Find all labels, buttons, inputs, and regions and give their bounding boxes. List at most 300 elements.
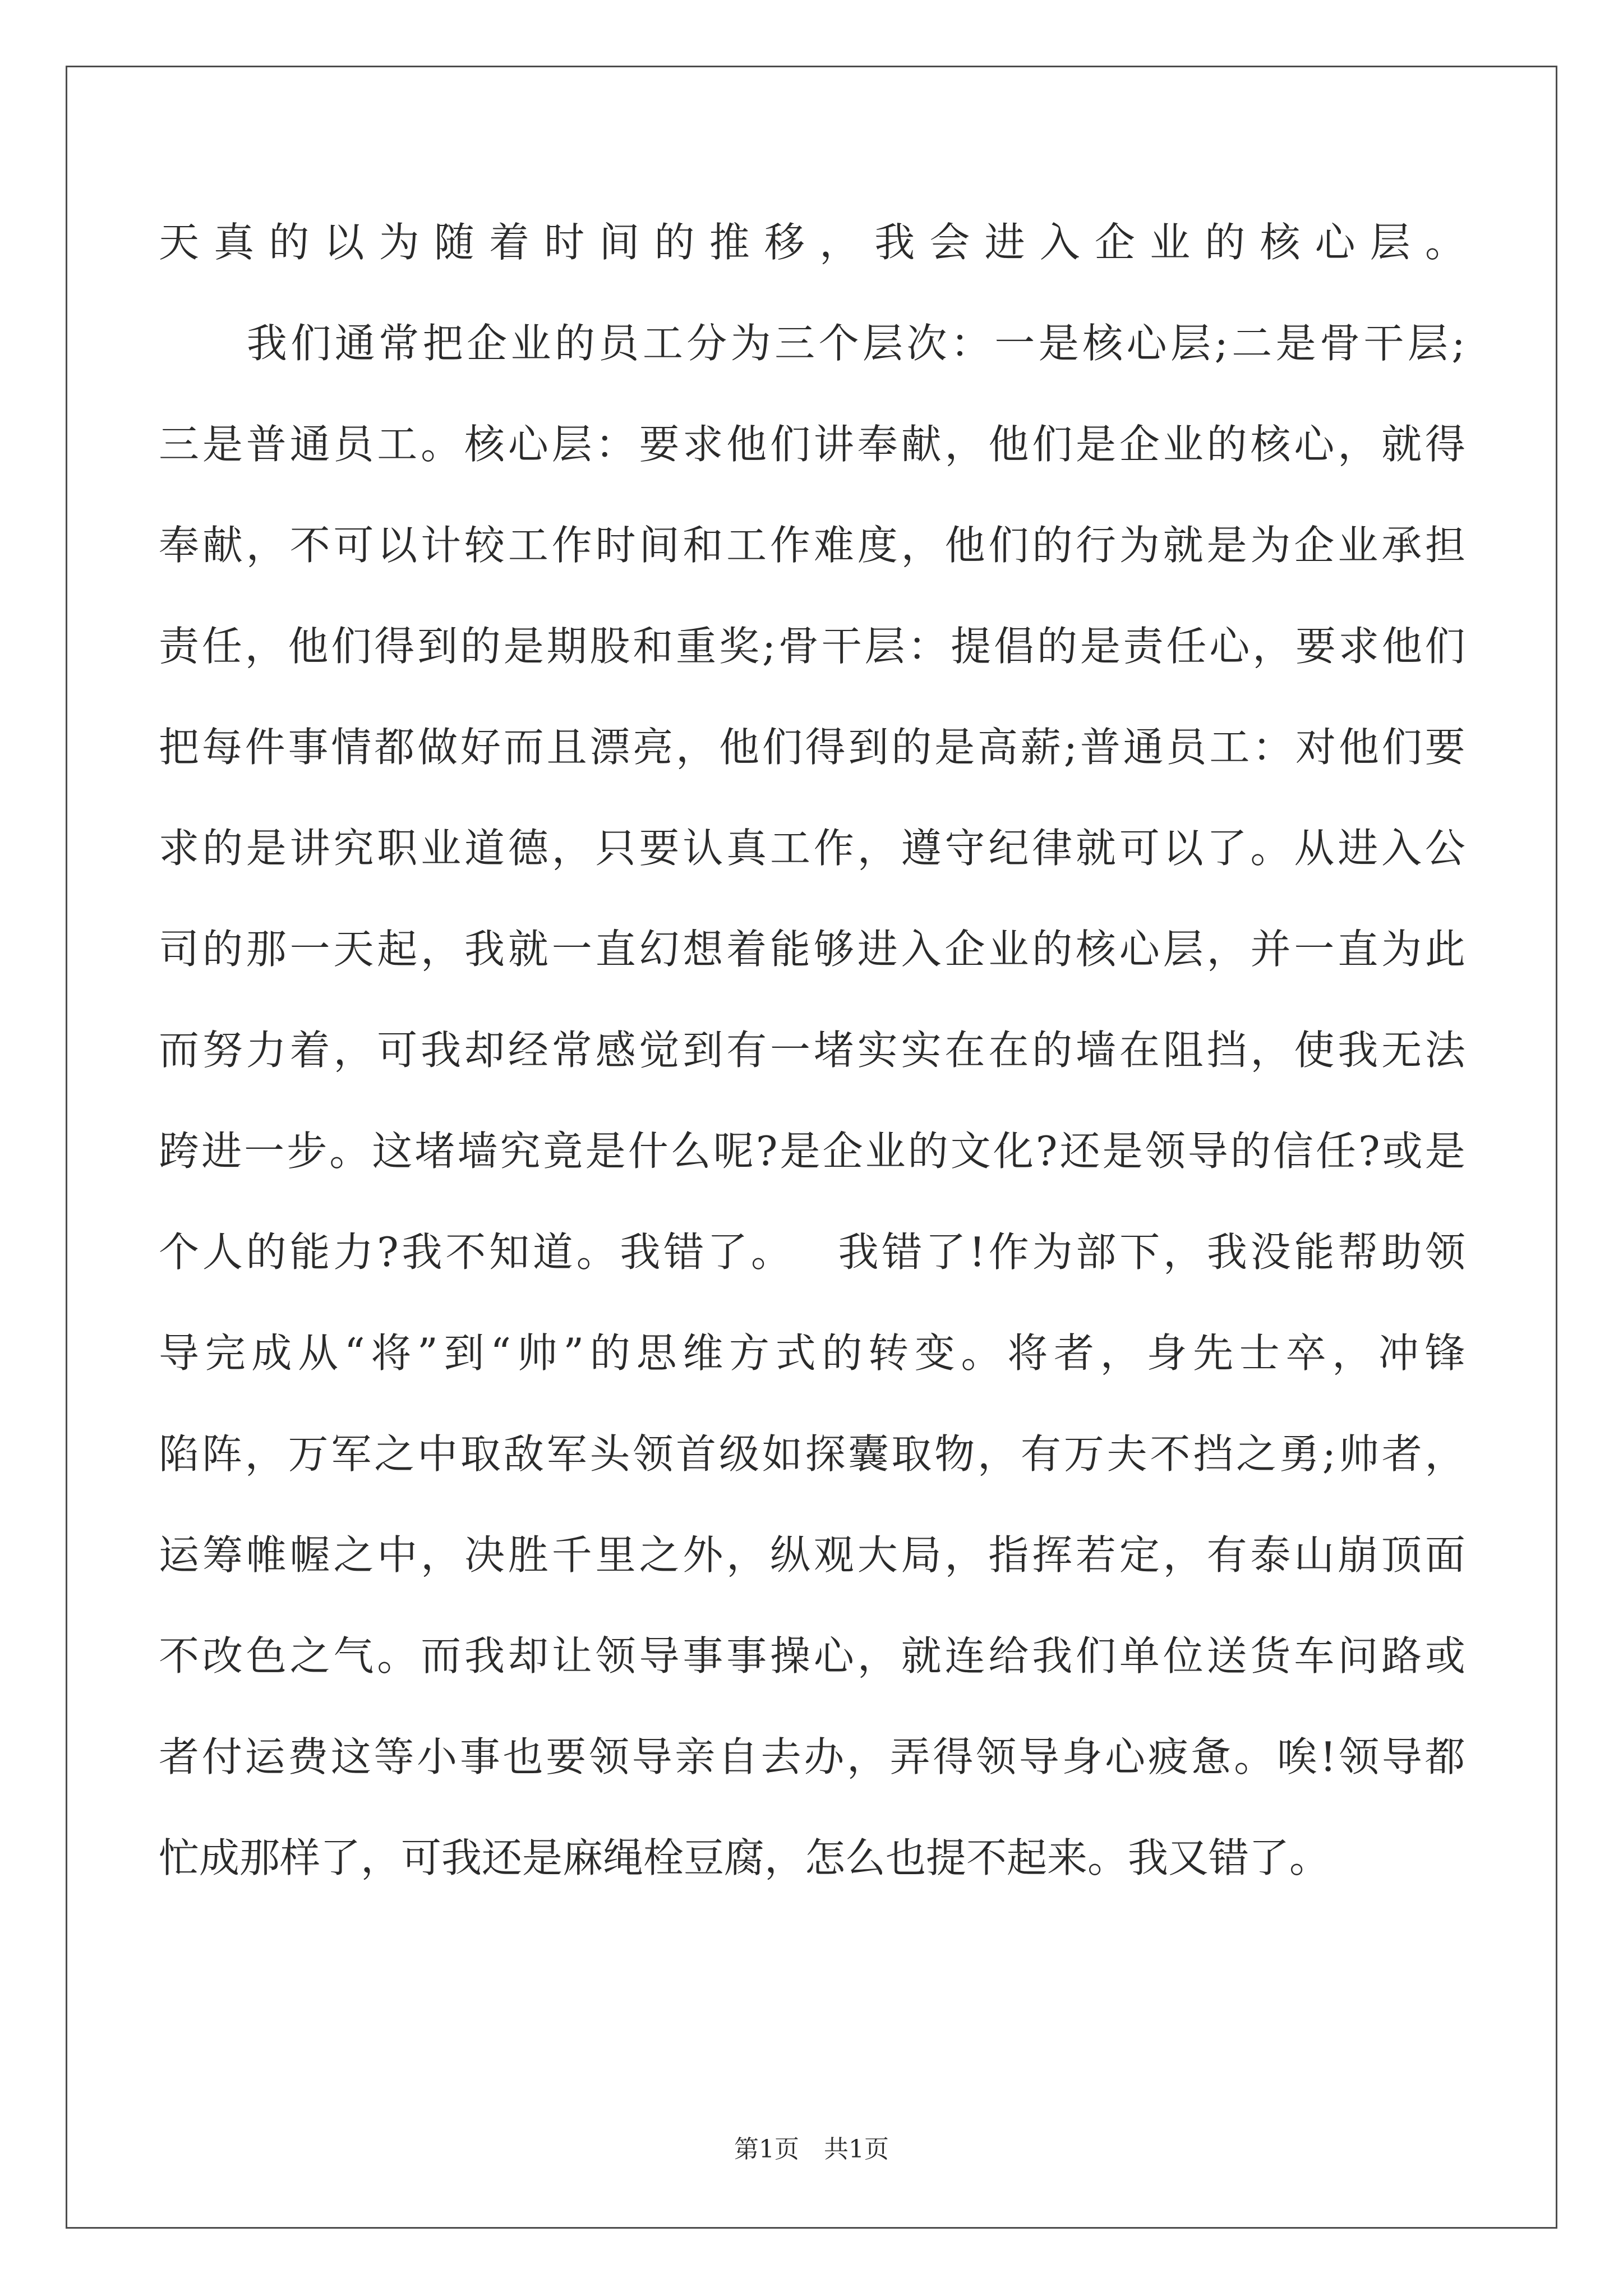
glyph: 究 <box>500 1128 541 1175</box>
glyph: 导 <box>631 1733 672 1780</box>
glyph: 心 <box>813 1632 854 1680</box>
glyph: 崩 <box>1338 1531 1378 1579</box>
glyph: 转 <box>868 1329 909 1377</box>
glyph: 是 <box>1275 320 1316 367</box>
glyph: 的 <box>460 623 501 670</box>
glyph: 个 <box>159 1228 200 1276</box>
glyph: 把 <box>159 724 200 771</box>
glyph: 讲 <box>813 421 854 468</box>
glyph: 连 <box>944 1632 985 1680</box>
glyph: 成 <box>251 1329 292 1377</box>
glyph: 业 <box>988 926 1029 973</box>
glyph: 了 <box>925 1228 966 1276</box>
glyph: 努 <box>202 1027 243 1074</box>
glyph: 心 <box>1105 1733 1146 1780</box>
glyph: 的 <box>246 1228 287 1276</box>
glyph: 帮 <box>1338 1228 1378 1276</box>
glyph: 却 <box>508 1632 548 1680</box>
glyph: 员 <box>1166 724 1207 771</box>
glyph: 员 <box>598 320 639 367</box>
glyph: ? <box>377 1228 399 1276</box>
glyph: 他 <box>1381 623 1422 670</box>
glyph: 是 <box>1080 623 1121 670</box>
glyph: 们 <box>1076 1632 1117 1680</box>
glyph: 的 <box>891 724 932 771</box>
glyph: 墙 <box>1076 1027 1117 1074</box>
glyph: 错 <box>882 1228 923 1276</box>
glyph: 责 <box>159 623 200 670</box>
glyph: 的 <box>1205 219 1246 266</box>
glyph: 付 <box>201 1733 242 1780</box>
glyph: ， <box>1338 421 1378 468</box>
glyph: ， <box>819 219 860 266</box>
glyph: 他 <box>718 724 759 771</box>
glyph: ， <box>847 1733 888 1780</box>
glyph: 如 <box>762 1430 803 1478</box>
glyph: 是 <box>202 421 243 468</box>
glyph: 泰 <box>1250 1531 1291 1579</box>
text-line <box>159 1317 1465 1418</box>
glyph: 道 <box>464 825 505 872</box>
glyph: 入 <box>1039 219 1080 266</box>
glyph: 问 <box>1338 1632 1378 1680</box>
glyph: 核 <box>1250 421 1291 468</box>
glyph: 工 <box>770 825 811 872</box>
glyph: 公 <box>1424 825 1465 872</box>
glyph: 色 <box>246 1632 287 1680</box>
text-line <box>159 1720 1465 1821</box>
glyph: 常 <box>379 320 419 367</box>
glyph: 着 <box>489 219 530 266</box>
glyph: 得 <box>805 724 846 771</box>
glyph: 层 <box>1170 320 1211 367</box>
glyph: 把 <box>422 320 463 367</box>
glyph: 者 <box>159 1733 200 1780</box>
glyph: 够 <box>813 926 854 973</box>
glyph: 去 <box>760 1733 801 1780</box>
glyph: 导 <box>1187 1128 1228 1175</box>
glyph: 担 <box>1424 522 1465 569</box>
text-line <box>159 812 1465 913</box>
glyph: 事 <box>726 1632 767 1680</box>
glyph: 行 <box>1076 522 1117 569</box>
glyph: 了 <box>707 1228 748 1276</box>
glyph: 心 <box>1209 623 1250 670</box>
glyph: 我 <box>1338 1027 1378 1074</box>
glyph: 堵 <box>813 1027 854 1074</box>
text-line <box>159 1619 1465 1720</box>
glyph: 。 <box>961 1329 1002 1377</box>
glyph: 想 <box>683 926 723 973</box>
glyph: 只 <box>595 825 636 872</box>
glyph: 弄 <box>889 1733 930 1780</box>
glyph: ; <box>1214 320 1228 367</box>
glyph: 的 <box>1206 421 1247 468</box>
glyph: 。 <box>1424 219 1465 266</box>
glyph: 任 <box>1166 623 1207 670</box>
glyph: 让 <box>551 1632 592 1680</box>
glyph: 挥 <box>1032 1531 1073 1579</box>
glyph: 进 <box>984 219 1025 266</box>
glyph: 的 <box>1230 1128 1271 1175</box>
glyph: 一 <box>1294 926 1335 973</box>
glyph: 的 <box>1032 926 1073 973</box>
glyph: 小 <box>417 1733 458 1780</box>
glyph: 或 <box>1424 1632 1465 1680</box>
glyph: 计 <box>421 522 462 569</box>
glyph: 得 <box>374 623 415 670</box>
glyph: 推 <box>709 219 750 266</box>
glyph: 责 <box>1123 623 1164 670</box>
glyph: 是 <box>503 623 544 670</box>
text-line-content <box>159 509 1465 610</box>
glyph: 承 <box>1381 522 1422 569</box>
text-line <box>159 509 1465 610</box>
glyph: ： <box>595 421 636 468</box>
glyph: 之 <box>1236 1430 1277 1478</box>
glyph: 员 <box>333 421 374 468</box>
glyph: 就 <box>901 1632 942 1680</box>
glyph: 业 <box>865 1128 906 1175</box>
text-line <box>159 307 1465 408</box>
glyph: 无 <box>1381 1027 1422 1074</box>
text-line-content <box>159 307 1465 408</box>
glyph: 一 <box>289 926 330 973</box>
glyph: 是 <box>1206 522 1247 569</box>
glyph: 奉 <box>159 522 200 569</box>
glyph: 层 <box>1370 219 1410 266</box>
glyph: 变 <box>914 1329 955 1377</box>
glyph: ， <box>1424 1430 1465 1478</box>
glyph: ， <box>1206 926 1247 973</box>
glyph: 移 <box>764 219 805 266</box>
glyph: 作 <box>770 522 811 569</box>
glyph: 遵 <box>901 825 942 872</box>
glyph: 。 <box>1250 825 1291 872</box>
glyph: 心 <box>1315 219 1355 266</box>
glyph: 通 <box>289 421 330 468</box>
glyph: 核 <box>464 421 505 468</box>
glyph: 为 <box>1381 926 1422 973</box>
glyph: 跨 <box>159 1128 200 1175</box>
glyph: 是 <box>1038 320 1079 367</box>
glyph: 没 <box>1250 1228 1291 1276</box>
glyph: 之 <box>639 1531 680 1579</box>
glyph: 守 <box>944 825 985 872</box>
glyph: 部 <box>1076 1228 1117 1276</box>
glyph: 业 <box>421 825 462 872</box>
glyph: 将 <box>1007 1329 1048 1377</box>
glyph: 而 <box>159 1027 200 1074</box>
glyph: 的 <box>269 219 310 266</box>
glyph: 此 <box>1424 926 1465 973</box>
glyph: 能 <box>289 1228 330 1276</box>
glyph: 企 <box>944 926 985 973</box>
glyph: 的 <box>1036 623 1077 670</box>
body-text <box>159 206 1465 1922</box>
glyph: 或 <box>1382 1128 1423 1175</box>
glyph: 阵 <box>201 1430 242 1478</box>
glyph: ; <box>1451 320 1465 367</box>
glyph: 是 <box>585 1128 626 1175</box>
text-line <box>159 1216 1465 1317</box>
glyph: 之 <box>374 1430 415 1478</box>
glyph: 么 <box>670 1128 711 1175</box>
glyph: 经 <box>508 1027 548 1074</box>
glyph: 进 <box>201 1128 242 1175</box>
glyph: 取 <box>891 1430 932 1478</box>
glyph: 的 <box>554 320 595 367</box>
glyph: 幄 <box>289 1531 330 1579</box>
glyph: 导 <box>1381 1733 1422 1780</box>
glyph: 进 <box>1338 825 1378 872</box>
glyph: 着 <box>726 926 767 973</box>
glyph: 们 <box>291 320 331 367</box>
glyph: 工 <box>508 522 548 569</box>
glyph: 能 <box>1294 1228 1335 1276</box>
glyph: ， <box>944 1531 985 1579</box>
glyph: 奉 <box>857 421 898 468</box>
glyph: 亲 <box>675 1733 716 1780</box>
glyph: 是 <box>1424 1128 1465 1175</box>
glyph: 天 <box>333 926 374 973</box>
glyph: 对 <box>1295 724 1336 771</box>
glyph: 三 <box>774 320 815 367</box>
glyph: 要 <box>639 825 680 872</box>
glyph: ， <box>857 1632 898 1680</box>
glyph: 就 <box>1381 421 1422 468</box>
glyph: 面 <box>1424 1531 1465 1579</box>
glyph: 较 <box>464 522 505 569</box>
glyph: 股 <box>589 623 630 670</box>
glyph: 求 <box>159 825 200 872</box>
glyph: 自 <box>717 1733 758 1780</box>
glyph: ， <box>1163 1228 1204 1276</box>
glyph: 而 <box>421 1632 462 1680</box>
glyph: 求 <box>683 421 723 468</box>
glyph: 们 <box>1381 724 1422 771</box>
glyph: 度 <box>857 522 898 569</box>
glyph <box>159 307 199 408</box>
glyph: 业 <box>510 320 551 367</box>
glyph: 大 <box>857 1531 898 1579</box>
glyph: 给 <box>988 1632 1029 1680</box>
glyph: 物 <box>934 1430 975 1478</box>
glyph: 者 <box>1053 1329 1094 1377</box>
glyph: 。 <box>329 1128 370 1175</box>
glyph: 得 <box>933 1733 974 1780</box>
text-line <box>159 610 1465 711</box>
glyph: 他 <box>1338 724 1379 771</box>
glyph: 是 <box>1102 1128 1143 1175</box>
glyph: 以 <box>377 522 418 569</box>
glyph: 费 <box>288 1733 329 1780</box>
glyph: 我 <box>874 219 915 266</box>
glyph: ? <box>1358 1128 1380 1175</box>
glyph: 和 <box>683 522 723 569</box>
glyph: 。 <box>750 1228 791 1276</box>
glyph: 每 <box>201 724 242 771</box>
glyph: 我 <box>464 926 505 973</box>
glyph: 要 <box>1424 724 1465 771</box>
glyph: 运 <box>245 1733 285 1780</box>
glyph: 是 <box>1076 421 1117 468</box>
glyph: ， <box>421 1531 462 1579</box>
glyph: 里 <box>595 1531 636 1579</box>
glyph: 起 <box>377 926 418 973</box>
glyph: 定 <box>1119 1531 1160 1579</box>
glyph: ， <box>245 1430 285 1478</box>
glyph: 身 <box>1146 1329 1187 1377</box>
glyph: 化 <box>993 1128 1034 1175</box>
glyph: 重 <box>676 623 717 670</box>
glyph: 分 <box>686 320 727 367</box>
glyph: 先 <box>1193 1329 1234 1377</box>
text-line <box>159 711 1465 812</box>
glyph: 下 <box>1119 1228 1160 1276</box>
glyph: 工 <box>642 320 683 367</box>
glyph: 感 <box>595 1027 636 1074</box>
glyph: 操 <box>770 1632 811 1680</box>
glyph: 且 <box>546 724 587 771</box>
glyph: ， <box>857 825 898 872</box>
glyph: 他 <box>944 522 985 569</box>
glyph: 业 <box>1150 219 1191 266</box>
glyph: 了 <box>1206 825 1247 872</box>
glyph: 幻 <box>639 926 680 973</box>
glyph: 从 <box>1294 825 1335 872</box>
glyph: 能 <box>770 926 811 973</box>
glyph: 工 <box>377 421 418 468</box>
text-line-content <box>159 206 1465 307</box>
glyph: 他 <box>726 421 767 468</box>
glyph: 信 <box>1272 1128 1313 1175</box>
glyph: 就 <box>508 926 548 973</box>
text-line-content: 忙成那样了，可我还是麻绳栓豆腐，怎么也提不起来。我又错了。 <box>159 1834 1330 1881</box>
glyph: 心 <box>508 421 548 468</box>
glyph: 企 <box>1094 219 1135 266</box>
glyph: 天 <box>159 219 200 266</box>
glyph: ， <box>726 1531 767 1579</box>
glyph: 为 <box>1119 522 1160 569</box>
glyph: 决 <box>464 1531 505 1579</box>
glyph: 筹 <box>202 1531 243 1579</box>
glyph: 法 <box>1424 1027 1465 1074</box>
glyph: 们 <box>988 522 1029 569</box>
text-line-content <box>159 408 1465 509</box>
glyph: 会 <box>929 219 970 266</box>
glyph: 他 <box>988 421 1029 468</box>
text-line-content <box>159 1519 1465 1619</box>
glyph: 单 <box>1119 1632 1160 1680</box>
glyph: 帷 <box>246 1531 287 1579</box>
glyph: 事 <box>459 1733 500 1780</box>
glyph: 领 <box>1145 1128 1186 1175</box>
glyph: ， <box>1252 623 1293 670</box>
glyph: 真 <box>726 825 767 872</box>
glyph: 。 <box>576 1228 617 1276</box>
glyph: 得 <box>1424 421 1465 468</box>
glyph: 勇 <box>1279 1430 1320 1478</box>
glyph: 实 <box>901 1027 942 1074</box>
glyph: 高 <box>978 724 1018 771</box>
glyph: 堵 <box>414 1128 455 1175</box>
glyph: 那 <box>246 926 287 973</box>
glyph: ; <box>1322 1430 1336 1478</box>
glyph: 是 <box>934 724 975 771</box>
glyph: 什 <box>628 1128 668 1175</box>
glyph: ， <box>246 522 287 569</box>
glyph: 是 <box>780 1128 820 1175</box>
glyph: “ <box>344 1329 365 1377</box>
glyph: 之 <box>333 1531 374 1579</box>
glyph: ” <box>563 1329 584 1377</box>
glyph: 任 <box>201 623 242 670</box>
glyph: 企 <box>822 1128 863 1175</box>
glyph: 要 <box>1295 623 1336 670</box>
glyph: 路 <box>1381 1632 1422 1680</box>
glyph: ! <box>1320 1733 1336 1780</box>
glyph: 一 <box>994 320 1035 367</box>
glyph: 这 <box>330 1733 371 1780</box>
glyph: 到 <box>848 724 889 771</box>
glyph: 千 <box>551 1531 592 1579</box>
glyph: 顶 <box>1381 1531 1422 1579</box>
glyph: 的 <box>822 1329 863 1377</box>
text-line-content <box>159 1619 1465 1720</box>
text-line-content <box>159 1317 1465 1418</box>
glyph: 指 <box>988 1531 1029 1579</box>
glyph: 到 <box>683 1027 723 1074</box>
glyph: 位 <box>1163 1632 1204 1680</box>
glyph: 间 <box>599 219 640 266</box>
glyph: 墙 <box>457 1128 498 1175</box>
glyph: 中 <box>417 1430 458 1478</box>
glyph: 惫 <box>1191 1733 1232 1780</box>
text-line-content <box>159 610 1465 711</box>
glyph: 可 <box>1119 825 1160 872</box>
glyph: 随 <box>434 219 474 266</box>
glyph: 一 <box>551 926 592 973</box>
glyph: 次 <box>906 320 947 367</box>
glyph: 层 <box>1407 320 1448 367</box>
glyph: 完 <box>205 1329 246 1377</box>
glyph: 时 <box>544 219 585 266</box>
glyph: ， <box>944 421 985 468</box>
glyph: 。 <box>377 1632 418 1680</box>
glyph: 领 <box>588 1733 629 1780</box>
glyph: 事 <box>683 1632 723 1680</box>
glyph: ， <box>1250 1027 1291 1074</box>
glyph: 二 <box>1232 320 1272 367</box>
glyph: 竟 <box>542 1128 583 1175</box>
glyph: 献 <box>901 421 942 468</box>
glyph: 力 <box>246 1027 287 1074</box>
glyph: 帅 <box>1338 1430 1379 1478</box>
glyph: 核 <box>1082 320 1123 367</box>
glyph: 思 <box>636 1329 677 1377</box>
glyph: ， <box>1332 1329 1373 1377</box>
glyph: 到 <box>417 623 458 670</box>
text-line-content <box>159 1115 1465 1216</box>
glyph: 着 <box>289 1027 330 1074</box>
text-line <box>159 1115 1465 1216</box>
glyph: 的 <box>202 825 243 872</box>
glyph: 骨 <box>1320 320 1361 367</box>
glyph: 者 <box>1381 1430 1422 1478</box>
glyph: 通 <box>334 320 375 367</box>
glyph: 领 <box>976 1733 1017 1780</box>
